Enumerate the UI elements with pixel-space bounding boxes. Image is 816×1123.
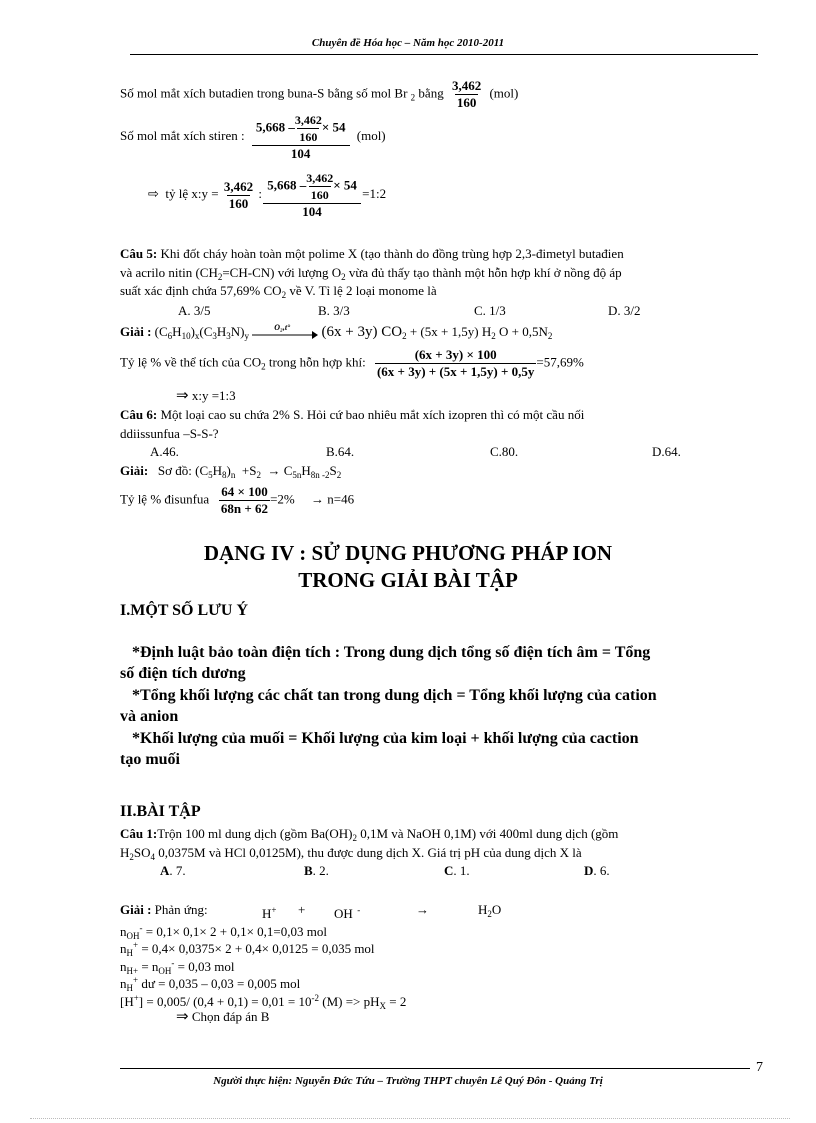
- denominator: 160: [310, 188, 329, 202]
- text: 0,1M và NaOH 0,1M) với 400ml dung dịch (gồm: [356, 826, 619, 841]
- implies-icon: ⇒: [176, 1009, 189, 1025]
- subscript: 8n -2: [310, 470, 330, 480]
- option-c: C.80.: [490, 444, 519, 459]
- text: = 0,4× 0,0375× 2 + 0,4× 0,0125 = 0,035 mol: [138, 941, 375, 956]
- solution-label: Giải :: [120, 324, 152, 339]
- subscript: 2: [129, 852, 134, 862]
- denominator: 104: [252, 145, 350, 162]
- fraction: [219, 484, 270, 517]
- oh-ion: [334, 902, 360, 922]
- inner-fraction: [306, 170, 333, 203]
- arrow-label: O₂,t°: [274, 323, 291, 333]
- cau1-line2: [120, 845, 582, 865]
- cau5-result: [176, 388, 236, 404]
- fraction: [254, 112, 348, 162]
- superscript: -: [139, 923, 143, 933]
- h-ion: [262, 902, 276, 922]
- text: (6x + 3y) CO: [321, 324, 403, 340]
- numerator: 3,462: [451, 78, 482, 93]
- implies-icon: ⇒: [176, 388, 189, 404]
- page-header: Chuyên đề Hóa học – Năm học 2010-2011: [311, 37, 505, 49]
- text: H: [478, 902, 488, 917]
- cau5-solution: Giải : $(C_6H_{10})_x(C_3H_3N)_y$ O₂,t° (6x + 3y) $CO_2 + (5x + 1,5y)$ $H_2$ $O + 0,5N_2$: [120, 324, 552, 344]
- subscript: 2: [217, 272, 223, 282]
- fraction: [375, 347, 536, 380]
- text: tỷ lệ x:y =: [165, 185, 219, 201]
- superscript: +: [133, 993, 139, 1003]
- cau6-line1: [120, 407, 584, 423]
- text: Số mol mắt xích butadien trong buna-S bằng số mol Br: [120, 85, 408, 101]
- cau5-line3: [120, 283, 437, 303]
- text: Khi đốt cháy hoàn toàn một polime X (tạo thành do đồng trùng hợp 2,3-đimetyl butađien: [157, 246, 624, 261]
- inner-fraction: [295, 112, 322, 145]
- text: Tỷ lệ % về thể tích của CO: [120, 354, 262, 370]
- text: = 0,03 mol: [174, 959, 235, 974]
- text: =2%: [270, 491, 295, 507]
- unit: (mol): [489, 85, 519, 101]
- text: x:y =1:3: [191, 388, 236, 403]
- text: n: [120, 959, 127, 974]
- superscript: +: [271, 905, 277, 915]
- subscript: 8: [222, 470, 227, 480]
- text: dư = 0,035 – 0,03 = 0,005 mol: [138, 976, 301, 991]
- superscript: +: [133, 975, 139, 985]
- arrow-icon: →: [310, 491, 324, 507]
- chapter-title-line2: TRONG GIẢI BÀI TẬP: [298, 568, 518, 592]
- cau6-solution: Giải: Sơ đồ: $(C_5H_8)_n +S_2 \to C_{5n}H_{8n -2}S_2$: [120, 463, 342, 480]
- cau6-line2: ddiissunfua –S-S-?: [120, 426, 219, 441]
- text: :: [258, 185, 262, 201]
- text: (C: [154, 324, 168, 339]
- arrow-icon: ⇨: [148, 185, 159, 201]
- text: n: [120, 924, 127, 939]
- conclusion: [176, 1009, 269, 1025]
- text: và anion: [120, 708, 179, 725]
- text: vừa đủ thấy tạo thành một hỗn hợp khí ở nồng độ áp: [345, 265, 622, 280]
- page-edge: [30, 1118, 790, 1119]
- fraction: [265, 170, 359, 220]
- text: H: [262, 906, 272, 921]
- text: (M) => pH: [318, 994, 380, 1009]
- text: suất xác định chứa 57,69% CO: [120, 283, 282, 298]
- cau6-ratio: [120, 484, 354, 517]
- rule-mass-solute: [120, 685, 780, 727]
- section-heading-notes: I.MỘT SỐ LƯU Ý: [120, 602, 249, 619]
- text: =57,69%: [536, 354, 584, 370]
- text: = n: [138, 959, 159, 974]
- text: =CH-CN) với lượng O: [222, 265, 342, 280]
- page-footer: Người thực hiện: Nguyễn Đức Tứu – Trường THPT chuyên Lê Quý Đôn - Quảng Trị: [213, 1075, 603, 1087]
- option-b: B. 3/3: [318, 303, 350, 318]
- cau6-options: [0, 444, 816, 460]
- superscript: -: [171, 958, 175, 968]
- subscript: 2: [341, 272, 346, 282]
- subscript: 2: [352, 833, 357, 843]
- text: SO: [133, 845, 151, 860]
- text: Số mol mắt xích stiren :: [120, 127, 245, 143]
- text: × 54: [333, 177, 357, 193]
- cau1-options: [0, 863, 816, 879]
- subscript: OH: [126, 931, 140, 941]
- text: 0,0375M và HCl 0,0125M), thu được dung dịch X. Giá trị pH của dung dịch X là: [155, 845, 582, 860]
- subscript: X: [379, 1001, 387, 1011]
- subscript: 2: [491, 331, 496, 341]
- text: +S: [241, 463, 257, 478]
- cau5-line1: [120, 246, 624, 262]
- denominator: 104: [263, 203, 361, 220]
- numerator: 3,462: [306, 171, 334, 185]
- text: n: [120, 976, 127, 991]
- option-c: C. 1/3: [474, 303, 506, 318]
- numerator: [254, 112, 348, 145]
- text: Chọn đáp án B: [191, 1009, 270, 1024]
- subscript: 5n: [292, 470, 302, 480]
- subscript: H+: [126, 966, 139, 976]
- subscript: H: [126, 983, 133, 993]
- option-a: A. 7.: [160, 863, 186, 878]
- fraction: [222, 179, 255, 212]
- option-c: C. 1.: [444, 863, 470, 878]
- text: =1:2: [362, 185, 387, 201]
- cau1-reaction: [120, 902, 540, 921]
- option-b: B. 2.: [304, 863, 329, 878]
- text: bằng: [415, 85, 444, 101]
- denominator: 160: [299, 130, 318, 144]
- rule-mass-salt: [120, 728, 780, 770]
- fraction: [450, 78, 483, 111]
- question-label: Câu 1:: [120, 826, 158, 841]
- cau5-line2: [120, 265, 622, 285]
- text: = 2: [386, 994, 407, 1009]
- denominator: 160: [456, 95, 477, 110]
- text: trong hỗn hợp khí:: [265, 354, 366, 370]
- cau5-ratio: [120, 347, 584, 380]
- text: [H: [120, 994, 134, 1009]
- stiren-line: [120, 112, 386, 162]
- rule-charge-conservation: [120, 642, 780, 684]
- butadien-line: [120, 78, 518, 111]
- denominator: (6x + 3y) + (5x + 1,5y) + 0,5y: [376, 364, 535, 379]
- chapter-title-line1: DẠNG IV : SỬ DỤNG PHƯƠNG PHÁP ION: [203, 541, 613, 565]
- text: Một loại cao su chứa 2% S. Hỏi cứ bao nhiêu mắt xích izopren thì có một cầu nối: [157, 407, 585, 422]
- subscript: n: [230, 470, 236, 480]
- header-rule: [130, 54, 758, 55]
- cau5-options: [0, 303, 816, 319]
- subscript: 2: [256, 470, 261, 480]
- superscript: +: [133, 940, 139, 950]
- arrow-icon: →: [267, 463, 281, 478]
- superscript: -2: [311, 993, 319, 1003]
- arrow-icon: →: [416, 902, 429, 917]
- water: [478, 902, 501, 922]
- subscript: 2: [281, 290, 287, 300]
- text: ] = 0,005/ (0,4 + 0,1) = 0,01 = 10: [138, 994, 312, 1009]
- solution-label: Giải :: [120, 902, 152, 917]
- text: = 0,1× 0,1× 2 + 0,1× 0,1=0,03 mol: [142, 924, 327, 939]
- option-d: D. 3/2: [608, 303, 641, 318]
- denominator: 68n + 62: [220, 501, 269, 516]
- text: *Định luật bảo toàn điện tích : Trong dung dịch tổng số điện tích âm = Tổng: [132, 644, 651, 661]
- page-number: 7: [756, 1060, 763, 1075]
- subscript: 6: [167, 331, 173, 341]
- text: O + 0,5N: [499, 324, 548, 339]
- text: 5,668 –: [255, 119, 295, 135]
- option-a: A. 3/5: [178, 303, 211, 318]
- subscript: 2: [402, 331, 407, 341]
- numerator: 64 × 100: [221, 484, 268, 499]
- numerator: [265, 170, 359, 203]
- text: × 54: [321, 119, 346, 135]
- subscript: 5: [208, 470, 213, 480]
- text: 5,668 –: [267, 177, 307, 193]
- text: và acrilo nitin (CH: [120, 265, 218, 280]
- text: H: [120, 845, 130, 860]
- subscript: 2: [487, 909, 492, 919]
- text: OH: [334, 906, 353, 921]
- solution-label: Giải:: [120, 463, 149, 478]
- option-d: D.64.: [652, 444, 681, 459]
- cau1-line1: [120, 826, 618, 846]
- ratio-line: [148, 170, 386, 220]
- numerator: (6x + 3y) × 100: [414, 347, 497, 362]
- option-a: A.46.: [150, 444, 179, 459]
- option-d: D. 6.: [584, 863, 610, 878]
- text: tạo muối: [120, 751, 180, 768]
- subscript: 10: [181, 331, 191, 341]
- numerator: 3,462: [223, 178, 254, 194]
- text: số điện tích dương: [120, 665, 246, 682]
- superscript: -: [352, 905, 361, 915]
- denominator: 160: [228, 195, 249, 211]
- text: Phản ứng:: [154, 902, 208, 917]
- option-b: B.64.: [326, 444, 355, 459]
- question-label: Câu 6:: [120, 407, 158, 422]
- unit: (mol): [356, 127, 386, 143]
- subscript: 2: [410, 92, 416, 103]
- text: +: [298, 902, 306, 917]
- subscript: y: [244, 331, 250, 341]
- subscript: 2: [547, 331, 553, 341]
- text: n=46: [327, 491, 355, 507]
- section-heading-exercises: II.BÀI TẬP: [120, 803, 201, 820]
- text: *Khối lượng của muối = Khối lượng của kim loại + khối lượng của caction: [132, 730, 639, 747]
- subscript: H: [126, 948, 133, 958]
- text: về V. Tỉ lệ 2 loại monome là: [286, 283, 437, 298]
- text: n: [120, 941, 127, 956]
- subscript: 2: [261, 361, 266, 372]
- text: O: [491, 902, 502, 917]
- footer-rule: [120, 1068, 750, 1069]
- subscript: 4: [150, 852, 156, 862]
- text: *Tổng khối lượng các chất tan trong dung dịch = Tổng khối lượng của cation: [132, 687, 657, 704]
- numerator: 3,462: [294, 113, 322, 127]
- reaction-arrow-icon: [252, 323, 318, 340]
- subscript: 3: [226, 331, 231, 341]
- subscript: 3: [212, 331, 217, 341]
- subscript: x: [194, 331, 200, 341]
- subscript: 2: [336, 470, 342, 480]
- text: Trộn 100 ml dung dịch (gồm Ba(OH): [157, 826, 353, 841]
- subscript: OH: [158, 966, 172, 976]
- question-label: Câu 5:: [120, 246, 158, 261]
- text: + (5x + 1,5y) H: [406, 324, 492, 339]
- text: Sơ đồ: (C: [157, 463, 209, 478]
- text: C: [283, 463, 293, 478]
- text: Tỷ lệ % đisunfua: [120, 491, 210, 507]
